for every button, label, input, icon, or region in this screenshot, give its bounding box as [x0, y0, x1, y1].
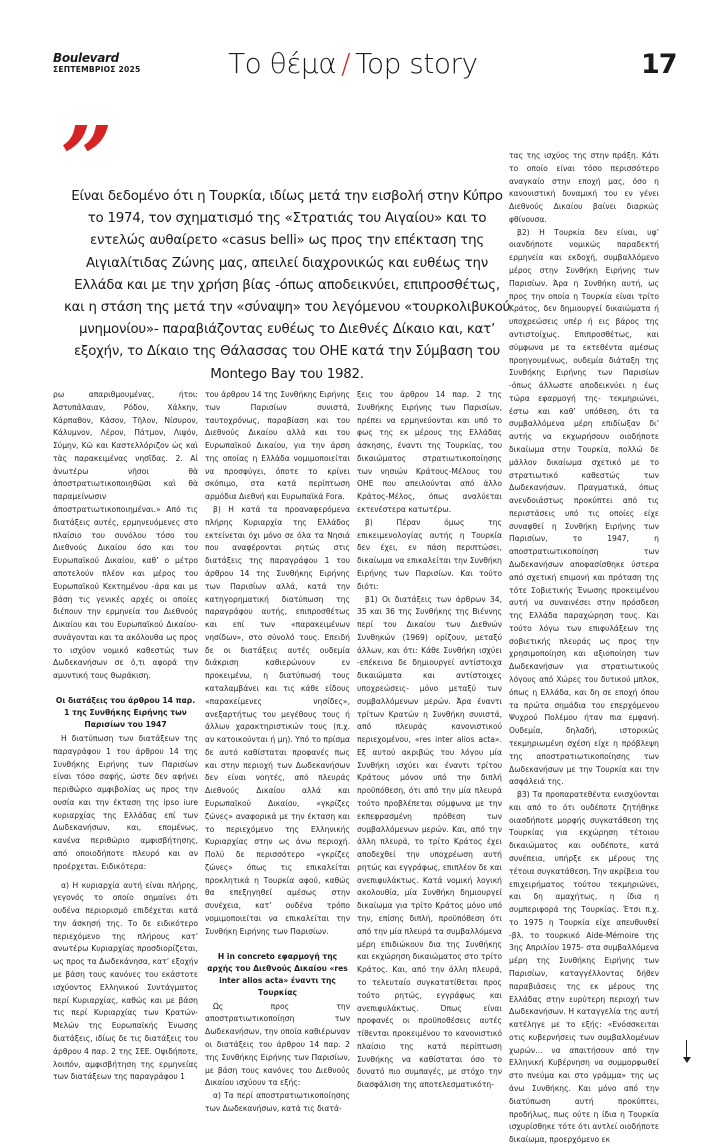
- paragraph: του άρθρου 14 της Συνθήκης Ειρήνης των Παρισίων συνιστά, ταυτοχρόνως, παραβίαση και του Διεθνούς Δικαίου αλλά και του Ευρωπαϊκού Δικαίου, για την άρση της οποίας η Ελλάδα νομιμοποιείται να προσφύγει, όποτε το κρίνει σκόπιμο, στα κατά περίπτωση αρμόδια Διεθνή και Ευρωπαϊκά Fora.: [205, 390, 350, 502]
- section-title: [228, 47, 478, 80]
- article-column-4: [509, 150, 659, 1147]
- issue-date: ΣΕΠΤΕΜΒΡΙΟΣ 2025: [53, 65, 141, 74]
- page-number: 17: [641, 49, 677, 80]
- paragraph: β1) Οι διατάξεις των άρθρων 34, 35 και 36 της Συνθήκης της Βιέννης περί του Δικαίου των Διεθνών Συνθηκών (1969) ορίζουν, μεταξύ άλλων, και ότι: Κάθε Συνθήκη ισχύει -επέκεινα δε δημιουργεί αντίστοιχα δικαιώματα και αντίστοιχες υποχρεώσεις- μόνο μεταξύ των συμβαλλόμενων μερών. Άρα έναντι τρίτων Κρατών η Συνθήκη συνιστά, από πλευράς κανονιστικού περιεχομένου, «res inter alios acta». Εξ αυτού ακριβώς του λόγου μία Συνθήκη ισχύει και έναντι τρίτου Κράτους μόνον υπό την διπλή προϋπόθεση, ότι από την μία πλευρά τούτο προβλέπεται σύμφωνα με την εκπεφρασμένη πρόθεση των συμβαλλόμενων μερών. Και, από την άλλη πλευρά, το τρίτο Κράτος έχει αποδεχθεί την υποχρέωση αυτή ρητώς και εγγράφως, επιπλέον δε και ανεπιφυλάκτως. Κατά νομική λογική ακολουθία, μία Συνθήκη δημιουργεί δικαίωμα για τρίτο Κράτος μόνο υπό την, επίσης διπλή, προϋπόθεση ότι από την μία πλευρά τα συμβαλλόμενα μέρη επιδιώκουν δια της Συνθήκης και εκχώρηση δικαιώματος στο τρίτο Κράτος. Και, από την άλλη πλευρά, το τελευταίο συγκατατίθεται προς τούτο ρητώς, εγγράφως και ανεπιφυλάκτως. Όπως είναι προφανές οι προϋποθέσεις αυτές τίθενται προκειμένου το κανονιστικό πλαίσιο της κατά περίπτωση Συνθήκης να καθίσταται όσο το δυνατό πιο συμπαγές, με στόχο την διασφάλιση της αποτελεσματικότη-: [357, 594, 503, 1090]
- section-title-slash: /: [341, 47, 351, 80]
- section-title-greek: Το θέμα: [228, 47, 337, 80]
- article-column-3: [357, 389, 502, 1092]
- article-column-2: [205, 389, 350, 1116]
- subheading: Οι διατάξεις του άρθρου 14 παρ. 1 της Συνθήκης Ειρήνης των Παρισίων του 1947: [55, 695, 196, 729]
- paragraph: Ως προς την αποστρατιωτικοποίηση των Δωδεκανήσων, την οποία καθιέρωναν οι διατάξεις του άρθρου 14 παρ. 2 της Συνθήκης Ειρήνης των Παρισίων, με βάση τους κανόνες του Διεθνούς Δικαίου ισχύουν τα εξής:: [205, 1001, 350, 1088]
- article-column-1: [53, 389, 198, 1084]
- paragraph: Η διατύπωση των διατάξεων της παραγράφου 1 του άρθρου 14 της Συνθήκης Ειρήνης των Παρισίων είναι τόσο σαφής, ώστε δεν αφήνει περιθώριο αμφιβολίας ως προς την ουσία και την έκταση της ipso iure κυριαρχίας της Ελλάδας επί των Δωδεκανήσων, και, επομένως, κανένα περιθώριο αμφισβήτησης, από οποιοδήποτε πλευρό και αν προέρχεται. Ειδικότερα:: [53, 733, 198, 871]
- section-title-english: Top story: [355, 47, 478, 80]
- paragraph: α) Η κυριαρχία αυτή είναι πλήρης, γεγονός το οποίο σημαίνει ότι ουδένα περιορισμό επιδέχεται κατά την άσκησή της. Το δε ειδικότερο περιεχόμενο της πλήρους κατ’ ανωτέρω Κυριαρχίας προσδιορίζεται, ως προς τα Δωδεκάνησα, κατ’ εξοχήν με βάση τους κανόνες του εκάστοτε ισχύοντος Ελληνικού Συντάγματος περί Κυριαρχίας, καθώς και με βάση τις περί Κυριαρχίας των Κρατών-Μελών της Ευρωπαϊκής Ένωσης διατάξεις, ιδίως δε τις διατάξεις του άρθρου 4 παρ. 2 της ΣΕΕ. Οψιδήποτε, λοιπόν, αμφισβήτηση της ερμηνείας των διατάξεων της παραγράφου 1: [53, 880, 198, 1082]
- paragraph: β3) Τα προπαρατεθέντα ενισχύονται και από το ότι ουδέποτε ζητήθηκε οιασδήποτε μορφής συγκατάθεση της Τουρκίας για εκχώρηση τέτοιου δικαιώματος και ουδέποτε, κατά συνέπεια, υπήρξε εκ μέρους της τέτοια συγκατάθεση. Την ακρίβεια του επιχειρήματος τούτου τεκμηριώνει, και δη αμαχήτως, η ίδια η συμπεριφορά της Τουρκίας. Έτσι π.χ. το 1975 η Τουρκία είχε απευθυνθεί -βλ. το τουρκικό Aide-Mémoire της 3ης Απριλίου 1975- στα συμβαλλόμενα μέρη της Συνθήκης Ειρήνης των Παρισίων, καταγγέλλοντας δήθεν παραβιάσεις της εκ μέρους της Ελλάδας στην ευρύτερη περιοχή των Δωδεκανήσων. Η καταγγελία της αυτή κατέληγε με το εξής: «Ενόσσκειται οτις κυβερνήσεις των συμβαλλομένων χωρών… να απαιτήσουν από την Ελληνική Κυβέρνηση να συμμορφωθεί στο πνεύμα και στο γράμμα» της ως άνω Συνθήκης. Και μόνο από την διατύπωση αυτή προκύπτει, προδήλως, πως ούτε η ίδια η Τουρκία ισχυρίσθηκε τότε ότι αντλεί οιοδήποτε δικαίωμα, προερχόμενο εκ: [509, 790, 659, 1145]
- pull-quote: Είναι δεδομένο ότι η Τουρκία, ιδίως μετά την εισβολή στην Κύπρο το 1974, τον σχηματισμό της «Στρατιάς του Αιγαίου» και το εντελώς αυθαίρετο «casus belli» ως προς την επέκταση της Αιγιαλίτιδας Ζώνης μας, απειλεί διαχρονικώς και ευθέως την Ελλάδα και με την χρήση βίας -όπως αποδεικνύει, επιπροσθέτως, και η στάση της μετά την «σύναψη» του λεγόμενου «τουρκολιβυκού μνημονίου»- παραβιάζοντας ευθέως το Διεθνές Δίκαιο και, κατ’ εξοχήν, το Δίκαιο της Θάλασσας του ΟΗΕ κατά την Σύμβαση του Montego Bay του 1982.: [63, 189, 511, 382]
- paragraph: ξεις του άρθρου 14 παρ. 2 της Συνθήκης Ειρήνης των Παρισίων, πρέπει να ερμηνεύονται και υπό το φως της εκ μέρους της Ελλάδας άσκησης, έναντι της Τουρκίας, του δικαιώματος στρατιωτικοποίησης των νησιών Κράτους-Μέλους του ΟΗΕ που απειλούνται από άλλο Κράτος-Μέλος, όπως αναλύεται εκτενέστερα κατωτέρω.: [357, 390, 502, 515]
- paragraph: τας της ισχύος της στην πράξη. Κάτι το οποίο είναι τόσο περισσότερο αναγκαίο στην εποχή μας, όσο η κανονιστική δυναμική του εν γένει Διεθνούς Δικαίου βαίνει διαρκώς φθίνουσα.: [509, 151, 659, 224]
- boulevard-logo: Boulevard: [53, 51, 119, 65]
- paragraph: α) Τα περί αποστρατιωτικοποίησης των Δωδεκανήσων, κατά τις διατά-: [205, 1091, 350, 1113]
- paragraph: β2) Η Τουρκία δεν είναι, υφ’ οιανδήποτε νομικώς παραδεκτή ερμηνεία και εκδοχή, συμβαλλόμενο μέρος στην Συνθήκη Ειρήνης των Παρισίων. Άρα η Συνθήκη αυτή, ως προς την οποία η Τουρκία είναι τρίτο Κράτος, δεν δημιουργεί δικαιώματα ή υποχρεώσεις υπέρ ή εις βάρος της αντιστοίχως. Επιπροσθέτως, και σύμφωνα με τα εκτεθέντα αμέσως προηγουμένως, ουδεμία διάταξη της Συνθήκης Ειρήνης των Παρισίων -όπως άλλωστε αποδεικνύει η έως τώρα εφαρμογή της- τεκμηριώνει, έστω και καθ’ υπόθεση, ότι τα συμβαλλόμενα μέρη επιδίωξαν δι’ αυτής να εκχωρήσουν οιοδήποτε δικαίωμα στην Τουρκία, πολλώ δε μάλλον δικαίωμα σχετικό με το στρατιωτικό καθεστώς των Δωδεκανήσων. Πραγματικά, όπως ανενδοιάστως προκύπτει από τις περιστάσεις υπό τις οποίες είχε συναφθεί η Συνθήκη Ειρήνης των Παρισίων, το 1947, η αποστρατιωτικοποίηση των Δωδεκανήσων αποφασίσθηκε ύστερα από σχετική επιμονή και πρόταση της τότε Σοβιετικής Ένωσης προκειμένου αυτή να συναινέσει στην πρόσδεση της Ελλάδα παραχώρηση τους. Και τούτο λόγω των επιφυλάξεων της σοβιετικής πλευράς ως προς την χρησιμοποίηση και αξιοποίηση των Δωδεκανήσων για στρατιωτικούς λόγους από Χώρες του δυτικού μπλοκ, όπως η Ελλάδα, και δη σε εποχή όπου τα πρώτα σημάδια του επερχόμενου Ψυχρού Πολέμου ήταν πια εμφανή. Ουδεμία, δηλαδή, ιστορικώς τεκμηριωμένη σχέση είχε η πρόβλεψη της αποστρατιωτικοποίησης των Δωδεκανήσων με την Τουρκία και την ασφάλειά της.: [509, 227, 659, 787]
- masthead: [53, 52, 140, 75]
- subheading: Η in concreto εφαρμογή της αρχής του Διεθνούς Δικαίου «res inter alios acta» έναντι της Τουρκίας: [207, 951, 348, 997]
- quote-mark-icon: ”: [60, 106, 103, 214]
- paragraph: ρω απαριθμουμένας, ήτοι: Άστυπάλαιαν, Ρόδον, Χάλκην, Κάρπαθον, Κάσον, Τῆλον, Νίσυρον, Κάλυμνον, Λέρον, Πάτμον, Λιψόν, Σύμην, Κῶ και Καστελλόριζον ὡς καὶ τὰς παρακειμένας νησῖδας. 2. Αἱ ἀνωτέρω νῆσοι θὰ ἀποστρατιωτικοποιηθῶσι καὶ θὰ παραμείνωσιν ἀποστρατιωτικοποιημέναι.» Από τις διατάξεις αυτές, ερμηνευόμενες στο πλαίσιο του συνόλου τόσο του Διεθνούς Δικαίου όσο και του Ευρωπαϊκού Δικαίου, καθ’ ο μέτρο αποτελούν πλέον και μέρος του Ευρωπαϊκού Κεκτημένου -άρα και με βάση τις γενικές αρχές οι οποίες διέπουν την ερμηνεία του Διεθνούς Δικαίου και του Ευρωπαϊκού Δικαίου- συνάγονται και τα ακόλουθα ως προς το ισχύον νομικό καθεστώς των Δωδεκανήσων σε ό,τι αφορά την αμυντική τους θωράκιση.: [53, 390, 198, 681]
- paragraph: β) Η κατά τα προαναφερόμενα πλήρης Κυριαρχία της Ελλάδος εκτείνεται όχι μόνο σε όλα τα Νησιά που αναφέρονται ρητώς στις διατάξεις της παραγράφου 1 του άρθρου 14 της Συνθήκης Ειρήνης των Παρισίων αλλά, κατά την κατηγορηματική διατύπωση της παραγράφου αυτής, επιπροσθέτως και επί των «παρακειμένων νησίδων», στο σύνολό τους. Επειδή δε οι διατάξεις αυτές ουδεμία διάκριση καθιερώνουν εν προκειμένω, η διατύπωσή τους καταλαμβάνει και τις κάθε είδους «παρακείμενες νησίδες», ανεξαρτήτως του μεγέθους τους ή άλλων χαρακτηριστικών τους (π.χ. αν κατοικούνται ή μη). Υπό το πρίσμα δε αυτό καθίσταται προφανές πως και στην περιοχή των Δωδεκανήσων δεν είναι νοητές, από πλευράς Διεθνούς Δικαίου αλλά και Ευρωπαϊκού Δικαίου, «γκρίζες ζώνες» αναφορικά με την έκταση και το περιεχόμενο της Ελληνικής Κυριαρχίας στην ως άνω περιοχή. Πολύ δε περισσότερο «γκρίζες ζώνες» όπως τις επικαλείται προκλητικά η Τουρκία αφού, καθώς θα επεξηγηθεί αμέσως στην συνέχεια, κατ’ ουδένα τρόπο νομιμοποιείται να επικαλείται την Συνθήκη Ειρήνης των Παρισίων.: [205, 505, 350, 936]
- paragraph: β) Πέραν όμως της επικειμενολογίας αυτής η Τουρκία δεν έχει, εν πάση περιπτώσει, δικαίωμα να επικαλείται την Συνθήκη Ειρήνης των Παρισίων. Και τούτο διότι:: [357, 517, 502, 591]
